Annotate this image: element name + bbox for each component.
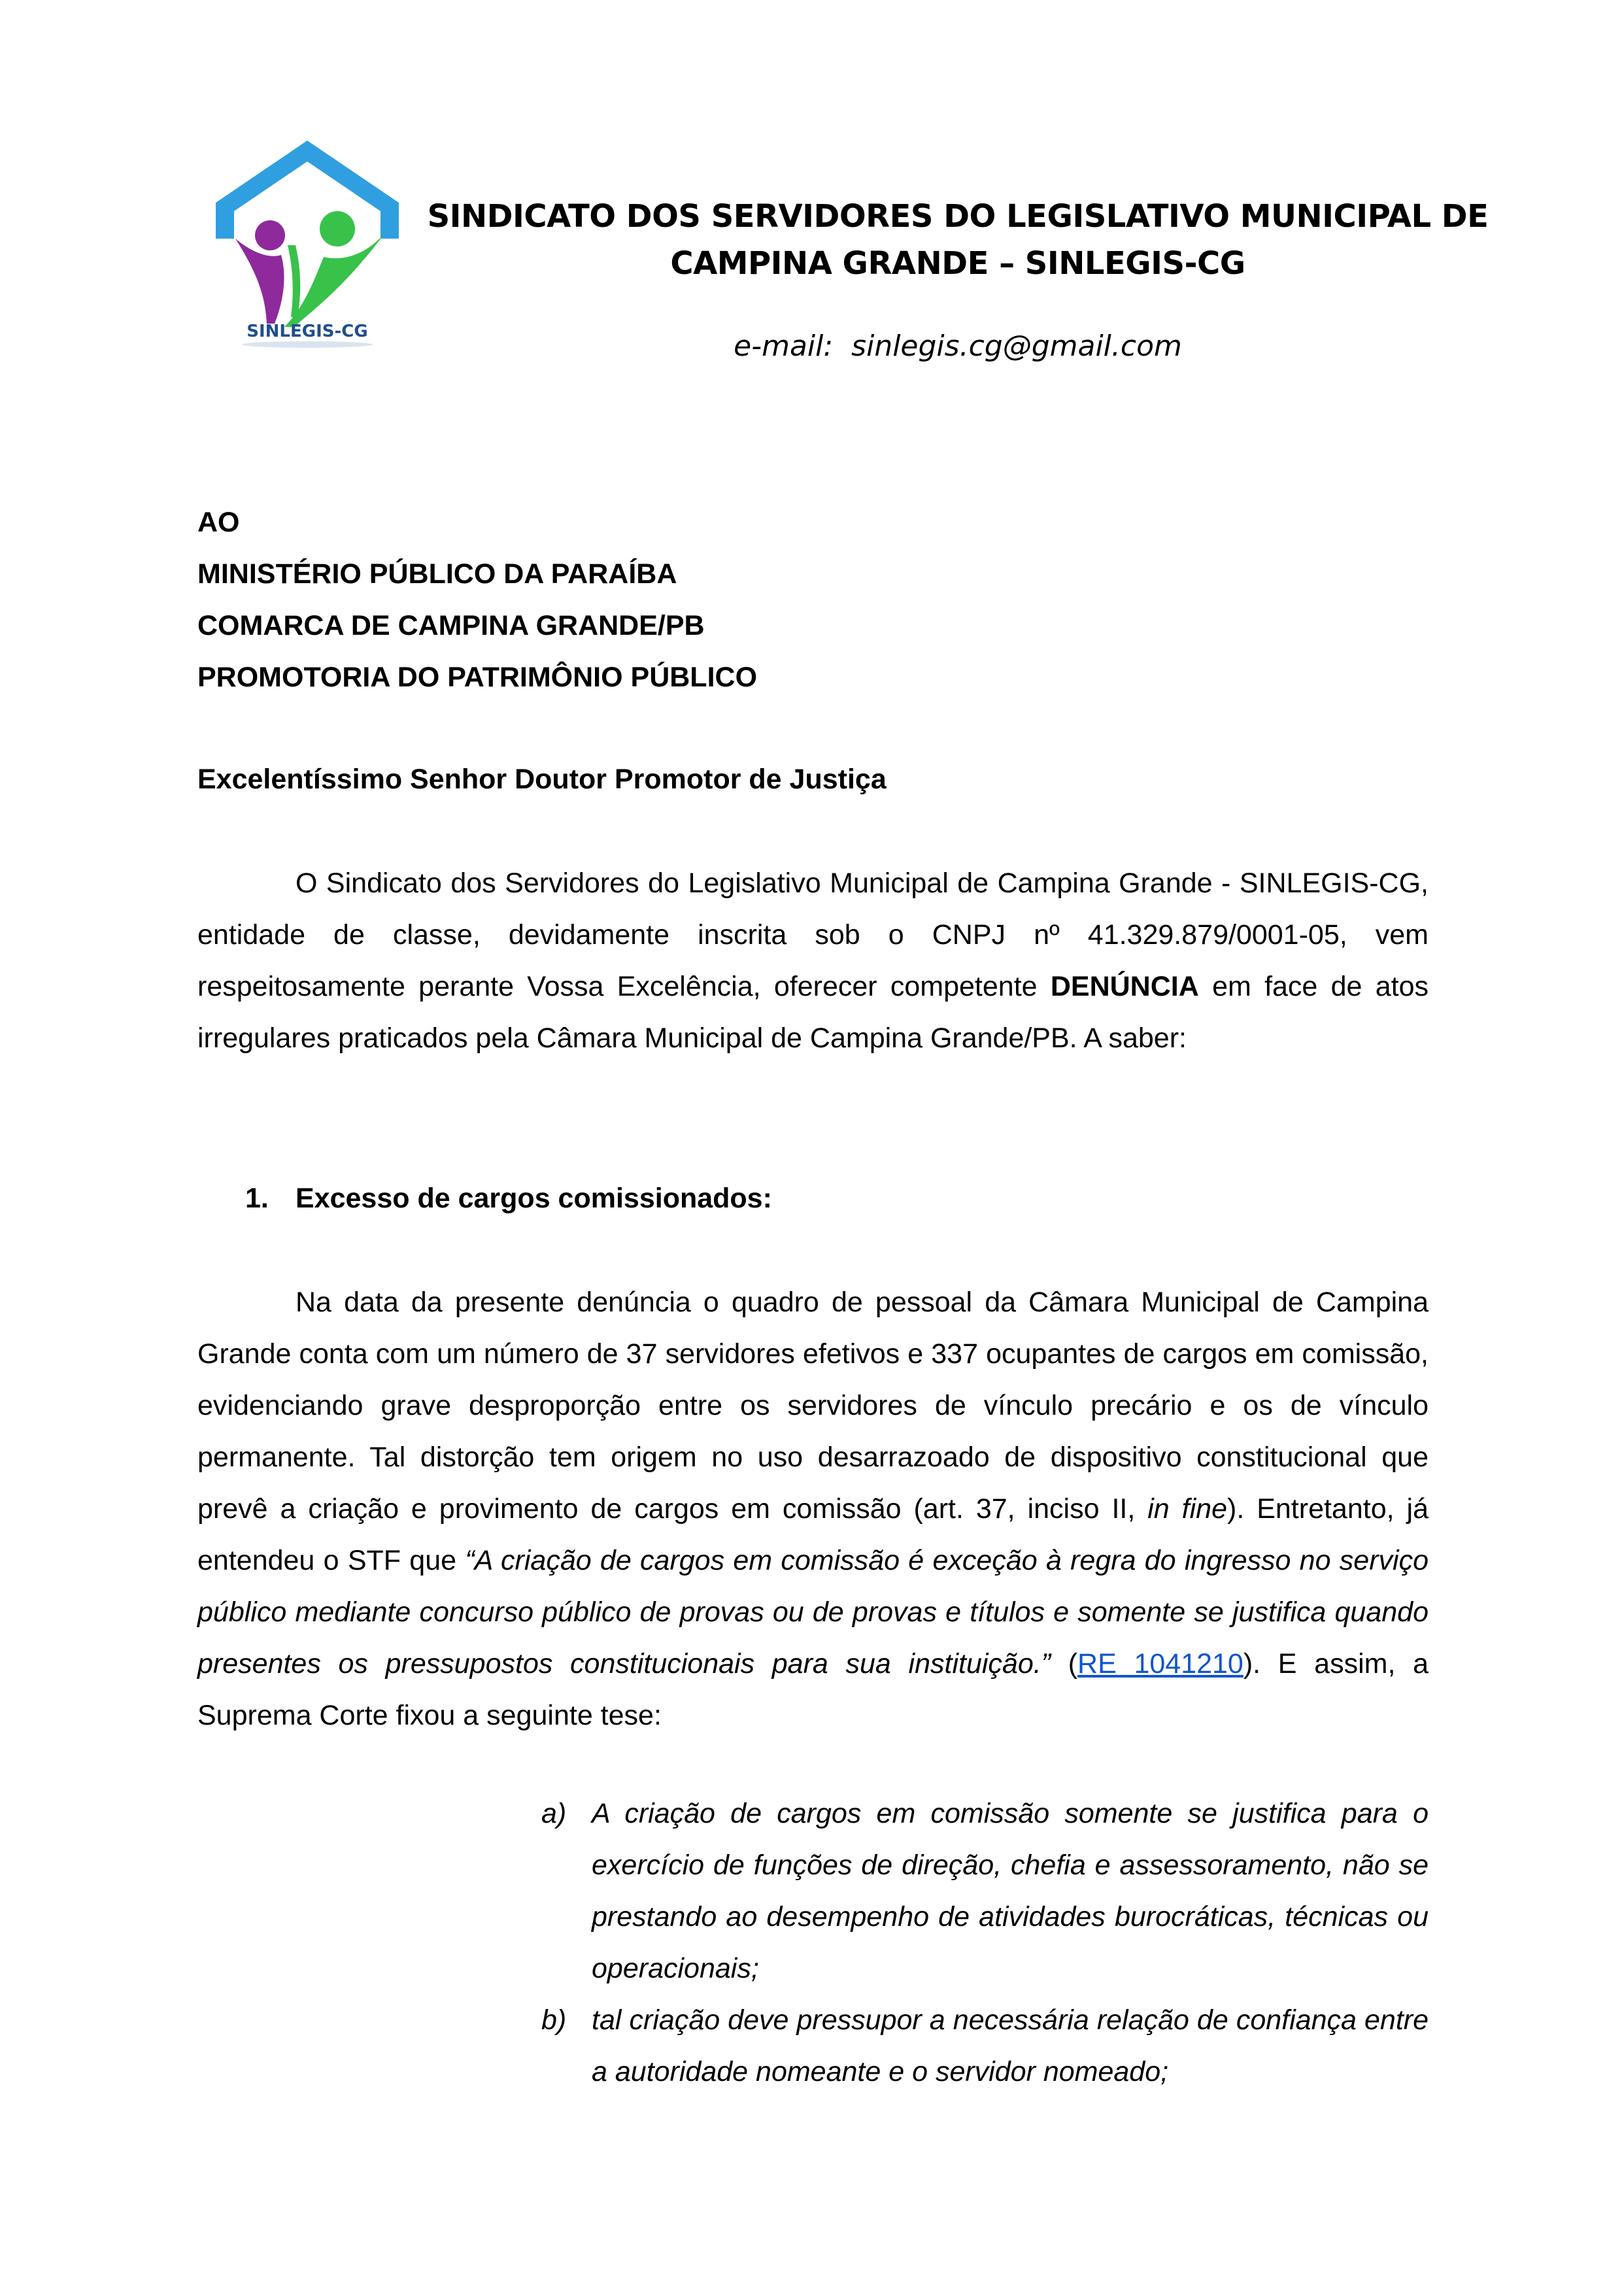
contact-email	[418, 327, 1497, 366]
paragraph-text: ). E assim, a Suprema Corte fixou a seguinte tese:	[197, 1648, 1429, 1731]
item-text: A criação de cargos em comissão somente se justifica para o exercício de funções de direção, chefia e assessoramento, não se prestando ao desempenho de atividades burocráticas, técnicas ou operacionais;	[592, 1798, 1429, 1984]
section-title: Excesso de cargos comissionados:	[296, 1183, 772, 1214]
sinlegis-logo	[209, 141, 405, 350]
thesis-list	[541, 1788, 1429, 2098]
list-item	[541, 1995, 1429, 2098]
item-text: tal criação deve pressupor a necessária relação de confiança entre a autoridade nomeante e o servidor nomeado;	[592, 2004, 1429, 2087]
logo-graphic	[209, 141, 405, 350]
list-item	[541, 1788, 1429, 1995]
addressee-line: AO	[197, 507, 240, 538]
logo-text: SINLEGIS-CG	[246, 322, 368, 341]
item-marker: a)	[541, 1798, 567, 1829]
item-marker: b)	[541, 2004, 567, 2036]
addressee-block	[197, 497, 1440, 703]
paragraph-text: ). Entretanto, já entendeu o STF que	[197, 1493, 1429, 1576]
section-heading	[245, 1173, 772, 1224]
addressee-line: MINISTÉRIO PÚBLICO DA PARAÍBA	[197, 558, 677, 590]
stf-quote: “A criação de cargos em comissão é exceção à regra do ingresso no serviço público mediante concurso público de provas ou de provas e títulos e somente se justifica quando presentes os pressupostos constitucionais para sua instituição.”	[197, 1545, 1429, 1679]
intro-text: em face de atos irregulares praticados pela Câmara Municipal de Campina Grande/PB. A saber:	[197, 971, 1429, 1054]
salutation: Excelentíssimo Senhor Doutor Promotor de Justiça	[197, 764, 887, 795]
intro-paragraph	[197, 858, 1429, 1064]
section-paragraph	[197, 1277, 1429, 1742]
union-name	[418, 193, 1497, 287]
intro-text: O Sindicato dos Servidores do Legislativo Municipal de Campina Grande - SINLEGIS-CG, entidade de classe, devidamente inscrita sob o CNPJ nº 41.329.879/0001-05, vem respeitosamente perante Vossa Excelência, oferecer competente	[197, 868, 1429, 1002]
email-label: e-mail:	[734, 329, 834, 363]
email-address: sinlegis.cg@gmail.com	[851, 329, 1182, 363]
section-number: 1.	[245, 1183, 269, 1214]
union-name-line1: SINDICATO DOS SERVIDORES DO LEGISLATIVO MUNICIPAL DE	[427, 198, 1489, 235]
denuncia-keyword: DENÚNCIA	[1050, 971, 1199, 1002]
re-1041210-link[interactable]: RE 1041210	[1077, 1648, 1243, 1679]
union-name-line2: CAMPINA GRANDE – SINLEGIS-CG	[670, 245, 1245, 282]
paragraph-text: (	[1051, 1648, 1078, 1679]
addressee-line: PROMOTORIA DO PATRIMÔNIO PÚBLICO	[197, 662, 758, 693]
latin-term: in fine	[1147, 1493, 1227, 1525]
paragraph-text: Na data da presente denúncia o quadro de pessoal da Câmara Municipal de Campina Grande conta com um número de 37 servidores efetivos e 337 ocupantes de cargos em comissão, evidenciando grave desproporção entre os servidores de vínculo precário e os de vínculo permanente. Tal distorção tem origem no uso desarrazoado de dispositivo constitucional que prevê a criação e provimento de cargos em comissão (art. 37, inciso II,	[197, 1287, 1429, 1525]
addressee-line: COMARCA DE CAMPINA GRANDE/PB	[197, 610, 705, 641]
